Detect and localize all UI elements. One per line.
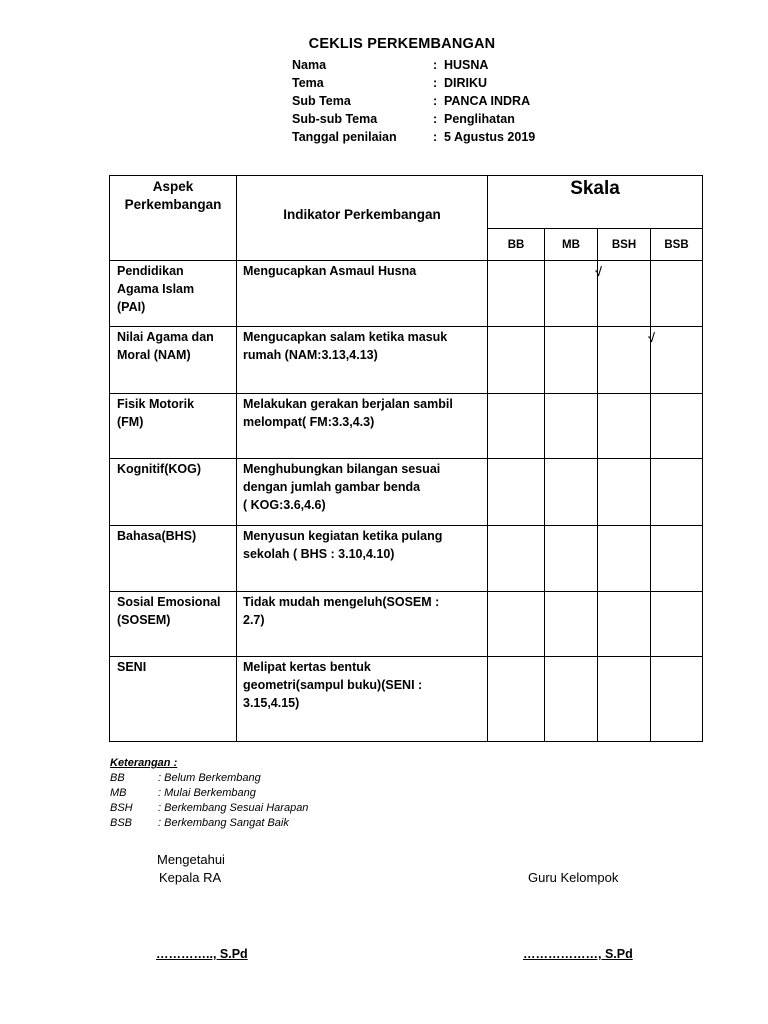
signature-left-role: Kepala RA xyxy=(159,870,222,885)
legend-abbr: MB xyxy=(110,787,127,799)
signature-left-name: ………….., S.Pd xyxy=(156,947,248,961)
header-indikator: Indikator Perkembangan xyxy=(237,176,488,261)
cell-scale-mb[interactable] xyxy=(545,459,598,526)
info-value: HUSNA xyxy=(444,58,489,72)
info-value: 5 Agustus 2019 xyxy=(444,130,536,144)
cell-aspek: Sosial Emosional (SOSEM) xyxy=(110,592,237,657)
cell-indikator: Mengucapkan salam ketika masuk rumah (NAM:3.13,4.13) xyxy=(237,327,488,394)
cell-scale-mb[interactable] xyxy=(545,394,598,459)
info-label: Tanggal penilaian xyxy=(292,130,397,144)
cell-aspek: Kognitif(KOG) xyxy=(110,459,237,526)
legend-abbr: BSH xyxy=(110,802,133,814)
cell-scale-bsh[interactable] xyxy=(598,261,651,327)
signature-right-role: Guru Kelompok xyxy=(528,870,619,885)
cell-scale-bsb[interactable] xyxy=(651,592,703,657)
cell-indikator: Menyusun kegiatan ketika pulang sekolah ( BHS : 3.10,4.10) xyxy=(237,526,488,592)
info-value: Penglihatan xyxy=(444,112,515,126)
cell-scale-bsb[interactable] xyxy=(651,459,703,526)
cell-aspek: Fisik Motorik (FM) xyxy=(110,394,237,459)
cell-scale-bsh[interactable] xyxy=(598,657,651,742)
info-row-tema xyxy=(292,74,535,92)
table-row xyxy=(110,394,703,459)
info-row-tanggal xyxy=(292,128,535,146)
legend-desc: : Berkembang Sangat Baik xyxy=(158,817,289,829)
cell-scale-mb[interactable] xyxy=(545,657,598,742)
cell-aspek: Bahasa(BHS) xyxy=(110,526,237,592)
info-colon: : xyxy=(433,76,438,90)
cell-aspek: Pendidikan Agama Islam (PAI) xyxy=(110,261,237,327)
cell-indikator: Mengucapkan Asmaul Husna xyxy=(237,261,488,327)
info-value: DIRIKU xyxy=(444,76,488,90)
cell-scale-bsh[interactable] xyxy=(598,592,651,657)
cell-scale-bb[interactable] xyxy=(488,327,545,394)
header-aspek: Aspek Perkembangan xyxy=(110,176,237,261)
table-row xyxy=(110,459,703,526)
table-row xyxy=(110,592,703,657)
cell-scale-bsh[interactable] xyxy=(598,459,651,526)
cell-scale-bb[interactable] xyxy=(488,394,545,459)
cell-scale-mb[interactable] xyxy=(545,592,598,657)
cell-scale-bsb[interactable] xyxy=(651,657,703,742)
info-row-sub-sub-tema xyxy=(292,110,535,128)
document-title: CEKLIS PERKEMBANGAN xyxy=(308,36,496,52)
table-row xyxy=(110,327,703,394)
cell-scale-bb[interactable] xyxy=(488,657,545,742)
cell-scale-bb[interactable] xyxy=(488,592,545,657)
cell-scale-bb[interactable] xyxy=(488,261,545,327)
info-row-nama xyxy=(292,56,535,74)
check-mark-icon: √ xyxy=(648,331,655,345)
cell-scale-bsb[interactable] xyxy=(651,526,703,592)
cell-scale-bb[interactable] xyxy=(488,526,545,592)
legend-abbr: BSB xyxy=(110,817,133,829)
info-value: PANCA INDRA xyxy=(444,94,531,108)
cell-aspek: Nilai Agama dan Moral (NAM) xyxy=(110,327,237,394)
cell-scale-bsb[interactable] xyxy=(651,327,703,394)
info-colon: : xyxy=(433,58,438,72)
signature-right-name: ………………, S.Pd xyxy=(523,947,633,961)
legend-block xyxy=(110,756,308,831)
cell-aspek: SENI xyxy=(110,657,237,742)
info-colon: : xyxy=(433,94,438,108)
cell-scale-bsh[interactable] xyxy=(598,394,651,459)
legend-heading: Keterangan : xyxy=(110,757,178,769)
cell-indikator: Melipat kertas bentuk geometri(sampul buku)(SENI : 3.15,4.15) xyxy=(237,657,488,742)
legend-item xyxy=(110,786,308,801)
cell-scale-bsb[interactable] xyxy=(651,261,703,327)
table-row xyxy=(110,657,703,742)
header-scale-mb: MB xyxy=(545,229,598,261)
cell-scale-bsh[interactable] xyxy=(598,526,651,592)
info-colon: : xyxy=(433,112,438,126)
cell-scale-bsb[interactable] xyxy=(651,394,703,459)
info-colon: : xyxy=(433,130,438,144)
cell-scale-mb[interactable] xyxy=(545,261,602,327)
cell-indikator: Tidak mudah mengeluh(SOSEM : 2.7) xyxy=(237,592,488,657)
info-label: Sub Tema xyxy=(292,94,351,108)
legend-item xyxy=(110,816,308,831)
header-scale-bsh: BSH xyxy=(598,229,651,261)
cell-scale-bsh[interactable] xyxy=(598,327,655,394)
info-label: Nama xyxy=(292,58,327,72)
table-row xyxy=(110,526,703,592)
check-mark-icon: √ xyxy=(595,265,602,279)
legend-desc: : Belum Berkembang xyxy=(158,772,261,784)
header-scale-bb: BB xyxy=(488,229,545,261)
signature-left-caption: Mengetahui xyxy=(157,852,225,867)
legend-desc: : Mulai Berkembang xyxy=(158,787,256,799)
cell-scale-mb[interactable] xyxy=(545,526,598,592)
checklist-table xyxy=(109,175,703,742)
cell-indikator: Melakukan gerakan berjalan sambil melompat( FM:3.3,4.3) xyxy=(237,394,488,459)
legend-item xyxy=(110,801,308,816)
cell-scale-mb[interactable] xyxy=(545,327,598,394)
identity-block xyxy=(292,56,535,146)
header-skala: Skala xyxy=(488,176,703,229)
cell-indikator: Menghubungkan bilangan sesuai dengan jumlah gambar benda ( KOG:3.6,4.6) xyxy=(237,459,488,526)
table-row xyxy=(110,261,703,327)
table-body xyxy=(110,261,703,742)
legend-abbr: BB xyxy=(110,772,125,784)
header-scale-bsb: BSB xyxy=(651,229,703,261)
legend-desc: : Berkembang Sesuai Harapan xyxy=(158,802,309,814)
info-row-sub-tema xyxy=(292,92,535,110)
legend-item xyxy=(110,771,308,786)
info-label: Sub-sub Tema xyxy=(292,112,378,126)
info-label: Tema xyxy=(292,76,324,90)
cell-scale-bb[interactable] xyxy=(488,459,545,526)
